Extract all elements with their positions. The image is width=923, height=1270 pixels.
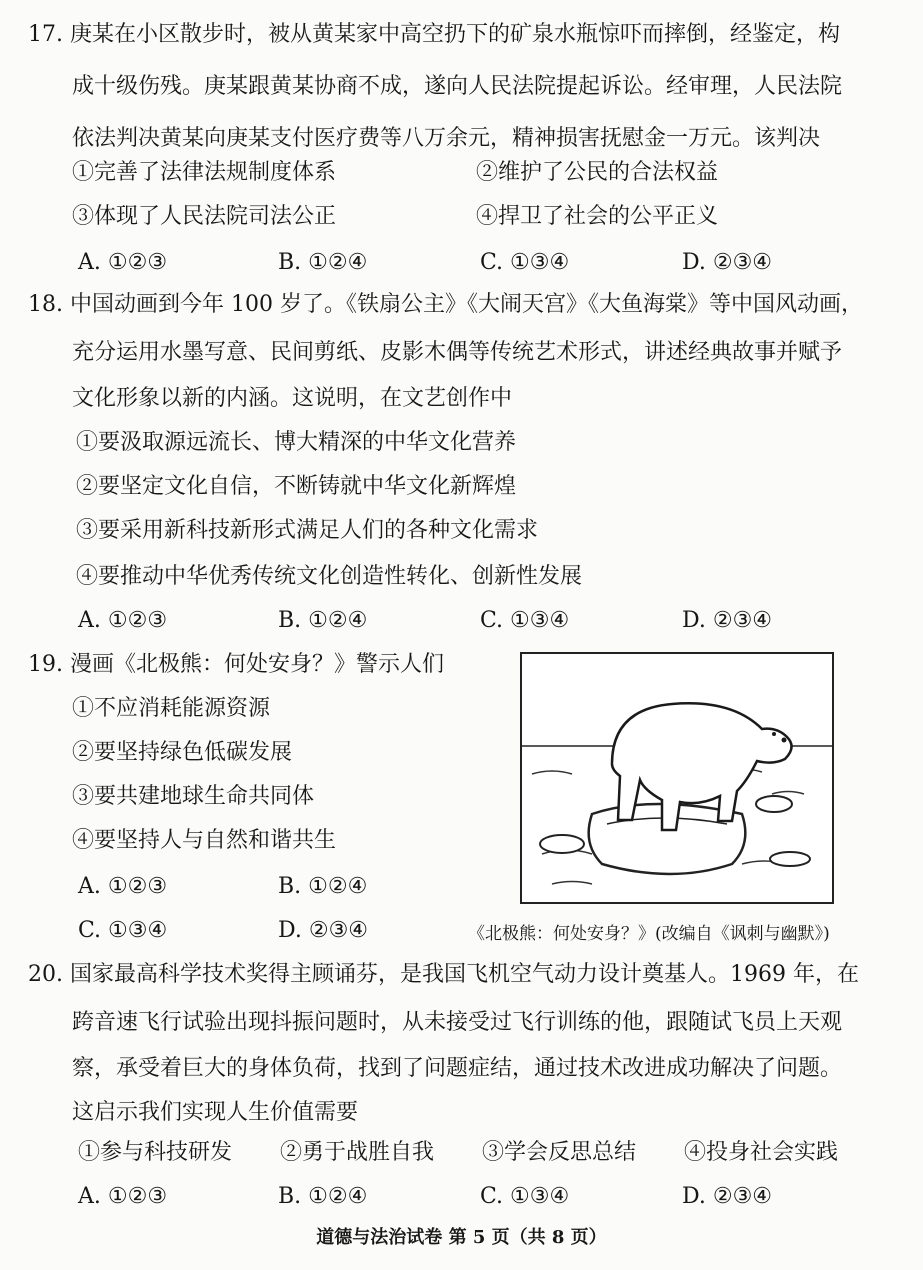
question-20-answer-a: A. ①②③ xyxy=(78,1184,168,1209)
question-17-stem-line-1: 17. 庚某在小区散步时，被从黄某家中高空扔下的矿泉水瓶惊吓而摔倒，经鉴定，构 xyxy=(28,22,840,47)
question-18-stem-line-2: 充分运用水墨写意、民间剪纸、皮影木偶等传统艺术形式，讲述经典故事并赋予 xyxy=(72,340,843,365)
question-17-answer-a: A. ①②③ xyxy=(78,250,168,275)
question-19-option-3: ③要共建地球生命共同体 xyxy=(72,784,315,809)
question-17-option-4: ④捍卫了社会的公平正义 xyxy=(476,204,719,229)
polar-bear-cartoon xyxy=(520,652,834,904)
question-18-answer-a: A. ①②③ xyxy=(78,608,168,633)
question-20-stem-line-4: 这启示我们实现人生价值需要 xyxy=(72,1100,359,1125)
question-19-answer-c: C. ①③④ xyxy=(78,918,168,943)
question-20-stem-line-3: 察，承受着巨大的身体负荷，找到了问题症结，通过技术改进成功解决了问题。 xyxy=(72,1056,843,1081)
question-20-answer-b: B. ①②④ xyxy=(278,1184,368,1209)
question-17-option-2: ②维护了公民的合法权益 xyxy=(476,160,719,185)
question-20-option-2: ②勇于战胜自我 xyxy=(280,1140,435,1165)
question-17-option-3: ③体现了人民法院司法公正 xyxy=(72,204,337,229)
question-17-stem-line-2: 成十级伤残。庚某跟黄某协商不成，遂向人民法院提起诉讼。经审理，人民法院 xyxy=(72,74,843,99)
question-18-stem-line-3: 文化形象以新的内涵。这说明，在文艺创作中 xyxy=(72,386,513,411)
question-20-answer-d: D. ②③④ xyxy=(682,1184,773,1209)
question-18-option-3: ③要采用新科技新形式满足人们的各种文化需求 xyxy=(76,518,539,543)
question-20-option-4: ④投身社会实践 xyxy=(684,1140,839,1165)
question-19-option-4: ④要坚持人与自然和谐共生 xyxy=(72,828,337,853)
question-18-answer-b: B. ①②④ xyxy=(278,608,368,633)
question-18-option-4: ④要推动中华优秀传统文化创造性转化、创新性发展 xyxy=(76,564,583,589)
question-18-answer-c: C. ①③④ xyxy=(480,608,570,633)
cartoon-caption: 《北极熊：何处安身？》(改编自《讽刺与幽默》) xyxy=(468,924,830,944)
question-20-stem-line-2: 跨音速飞行试验出现抖振问题时，从未接受过飞行训练的他，跟随试飞员上天观 xyxy=(72,1010,843,1035)
question-17-answer-b: B. ①②④ xyxy=(278,250,368,275)
question-19-option-2: ②要坚持绿色低碳发展 xyxy=(72,740,293,765)
question-20-option-3: ③学会反思总结 xyxy=(482,1140,637,1165)
question-18-option-1: ①要汲取源远流长、博大精深的中华文化营养 xyxy=(76,430,517,455)
question-18-stem-line-1: 18. 中国动画到今年 100 岁了。《铁扇公主》《大闹天宫》《大鱼海棠》等中国风动画， xyxy=(28,292,863,317)
question-17-answer-d: D. ②③④ xyxy=(682,250,773,275)
question-19-answer-b: B. ①②④ xyxy=(278,874,368,899)
question-19-answer-a: A. ①②③ xyxy=(78,874,168,899)
question-17-option-1: ①完善了法律法规制度体系 xyxy=(72,160,337,185)
question-20-answer-c: C. ①③④ xyxy=(480,1184,570,1209)
page-footer: 道德与法治试卷 第 5 页（共 8 页） xyxy=(316,1227,607,1248)
question-18-option-2: ②要坚定文化自信，不断铸就中华文化新辉煌 xyxy=(76,474,517,499)
question-19-stem: 19. 漫画《北极熊：何处安身？》警示人们 xyxy=(28,652,444,677)
question-19-answer-d: D. ②③④ xyxy=(278,918,369,943)
question-20-stem-line-1: 20. 国家最高科学技术奖得主顾诵芬，是我国飞机空气动力设计奠基人。1969 年，在 xyxy=(28,962,859,987)
question-17-stem-line-3: 依法判决黄某向庚某支付医疗费等八万余元，精神损害抚慰金一万元。该判决 xyxy=(72,126,821,151)
question-19-option-1: ①不应消耗能源资源 xyxy=(72,696,271,721)
question-20-option-1: ①参与科技研发 xyxy=(78,1140,233,1165)
polar-bear-on-ice-illustration xyxy=(522,654,832,902)
question-17-answer-c: C. ①③④ xyxy=(480,250,570,275)
question-18-answer-d: D. ②③④ xyxy=(682,608,773,633)
